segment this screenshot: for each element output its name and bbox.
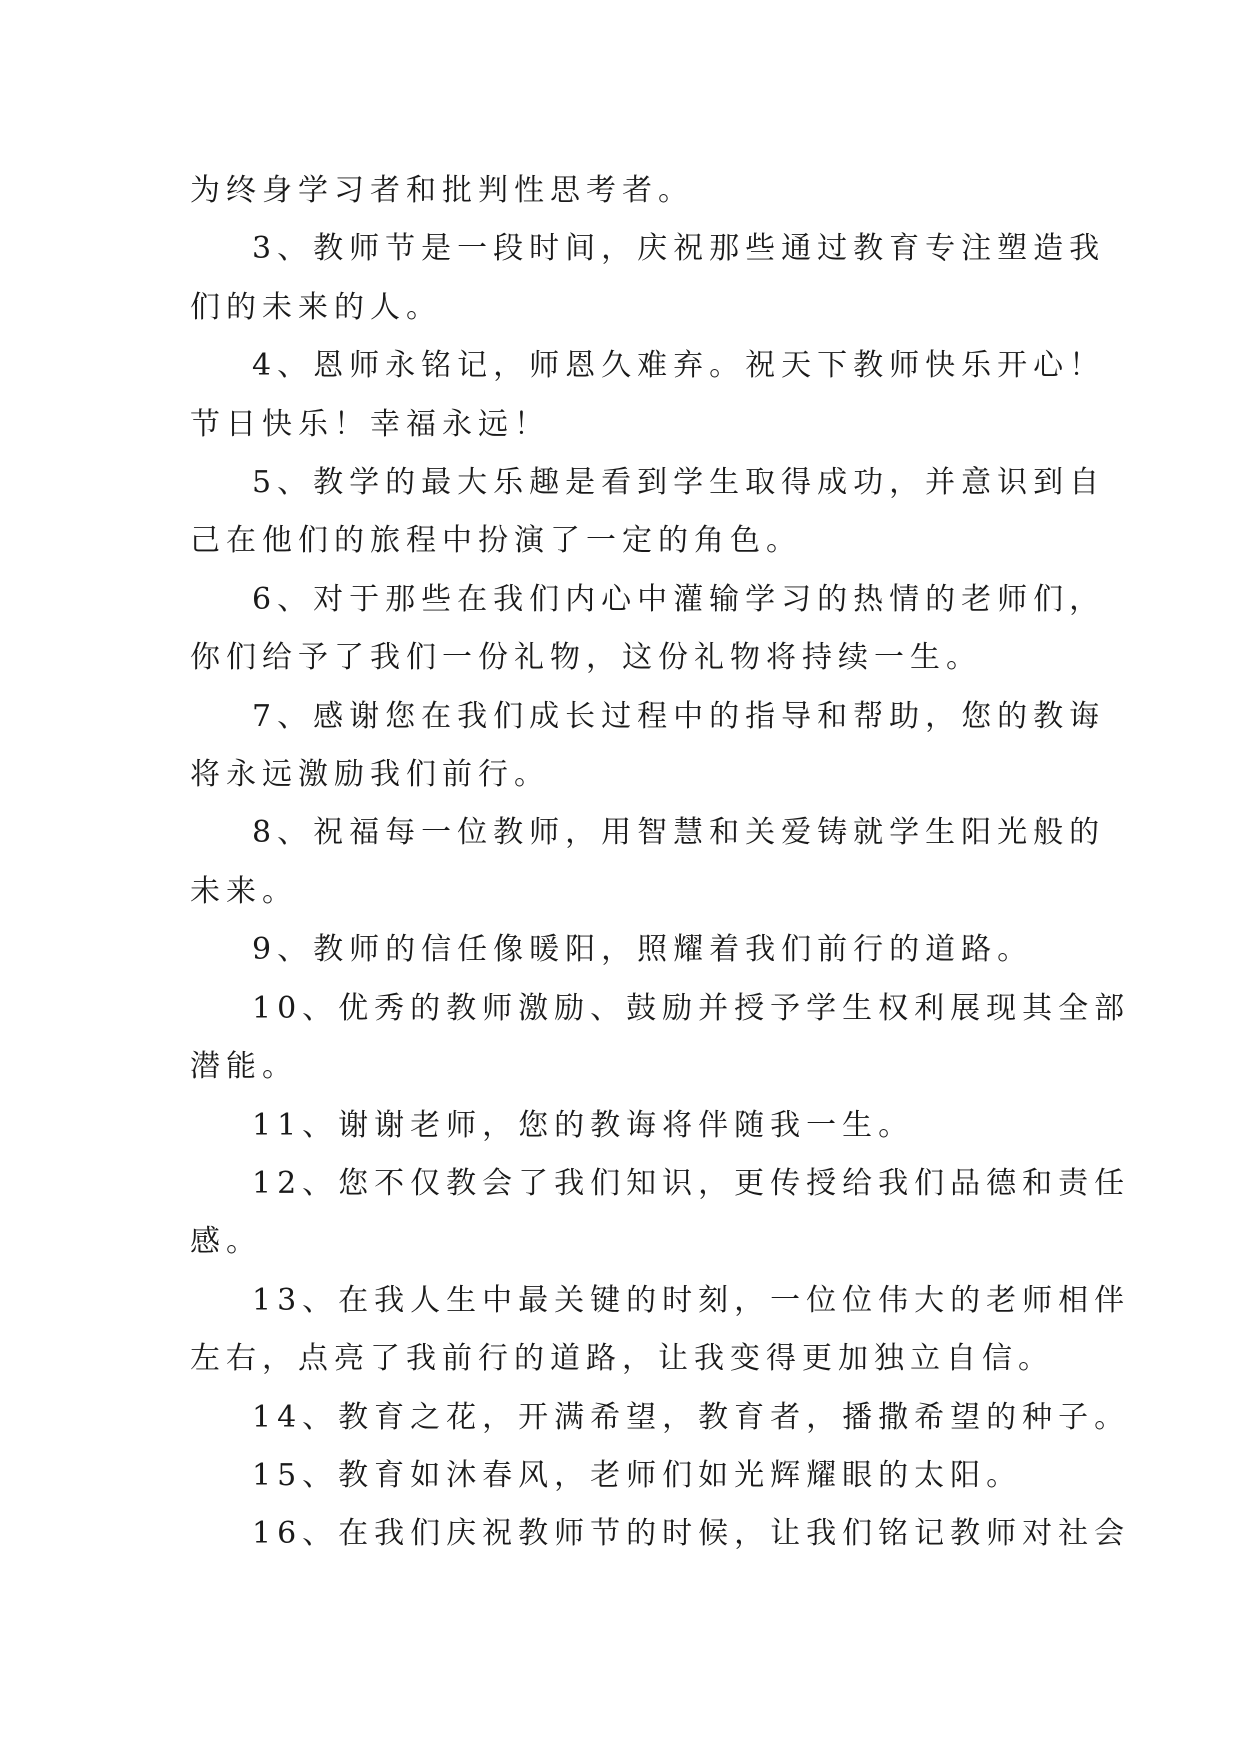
text-line: 15、教育如沐春风，老师们如光辉耀眼的太阳。 [252,1457,1023,1493]
text-line: 8、祝福每一位教师，用智慧和关爱铸就学生阳光般的 [252,815,1106,851]
text-line: 将永远激励我们前行。 [190,757,550,793]
text-line: 5、教学的最大乐趣是看到学生取得成功，并意识到自 [252,465,1106,501]
text-line: 4、恩师永铭记，师恩久难弃。祝天下教师快乐开心！ [252,348,1106,384]
text-line: 己在他们的旅程中扮演了一定的角色。 [190,523,802,559]
text-line: 14、教育之花，开满希望，教育者，播撒希望的种子。 [252,1399,1131,1435]
text-line: 7、感谢您在我们成长过程中的指导和帮助，您的教诲 [252,698,1106,734]
text-line: 9、教师的信任像暖阳，照耀着我们前行的道路。 [252,932,1034,968]
text-line: 6、对于那些在我们内心中灌输学习的热情的老师们， [252,581,1106,617]
text-line: 节日快乐！幸福永远！ [190,406,550,442]
text-line: 10、优秀的教师激励、鼓励并授予学生权利展现其全部 [252,990,1131,1026]
text-line: 13、在我人生中最关键的时刻，一位位伟大的老师相伴 [252,1282,1131,1318]
text-line: 们的未来的人。 [190,289,442,325]
text-line: 潜能。 [190,1049,298,1085]
text-line: 3、教师节是一段时间，庆祝那些通过教育专注塑造我 [252,231,1106,267]
text-line: 16、在我们庆祝教师节的时候，让我们铭记教师对社会 [252,1516,1131,1552]
text-line: 感。 [190,1224,262,1260]
text-line: 左右，点亮了我前行的道路，让我变得更加独立自信。 [190,1341,1054,1377]
text-line: 11、谢谢老师，您的教诲将伴随我一生。 [252,1107,915,1143]
document-body [190,162,1131,1564]
text-line: 未来。 [190,873,298,909]
text-line: 12、您不仅教会了我们知识，更传授给我们品德和责任 [252,1165,1131,1201]
text-line: 你们给予了我们一份礼物，这份礼物将持续一生。 [190,640,982,676]
text-line: 为终身学习者和批判性思考者。 [190,173,694,208]
